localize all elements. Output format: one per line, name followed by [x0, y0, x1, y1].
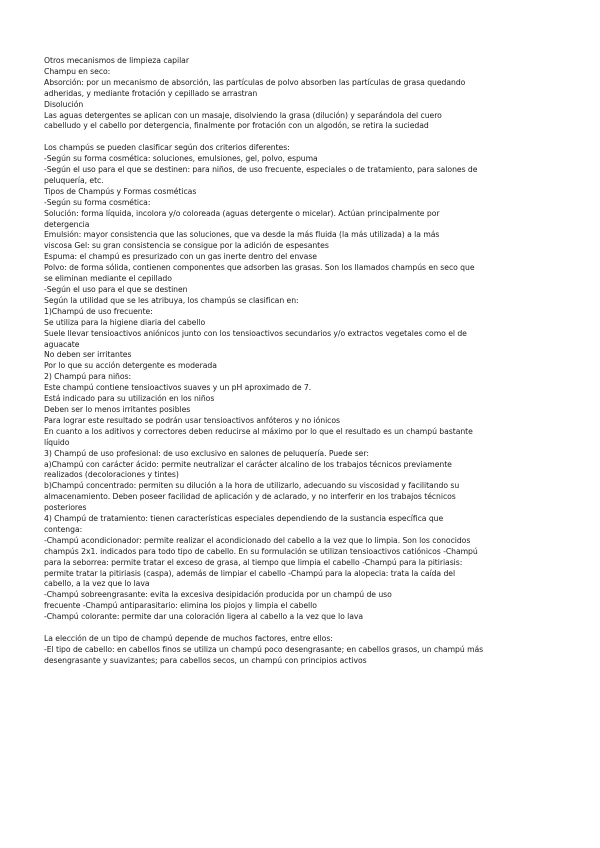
text-line: adheridas, y mediante frotación y cepillado se arrastran — [44, 88, 258, 98]
text-line: permite tratar la pitiriasis (caspa), además de limpiar el cabello -Champú para la alopecia: trata la caída del — [44, 568, 456, 578]
text-line: se eliminan mediante el cepillado — [44, 274, 172, 284]
text-line: Las aguas detergentes se aplican con un masaje, disolviendo la grasa (dilución) y separándola del cuero — [44, 110, 442, 120]
text-line: almacenamiento. Deben poseer facilidad de aplicación y de aclarado, y no interferir en los trabajos técnicos — [44, 492, 456, 502]
text-line: 2) Champú para niños: — [44, 372, 132, 382]
text-line: Por lo que su acción detergente es moderada — [44, 361, 217, 371]
text-line: detergencia — [44, 219, 90, 229]
text-line: contenga: — [44, 524, 83, 534]
text-line: para la seborrea: permite tratar el exceso de grasa, al tiempo que limpia el cabello -Champú para la pitiriasis: — [44, 557, 463, 567]
text-line: Emulsión: mayor consistencia que las soluciones, que va desde la más fluida (la más utilizada) a la más — [44, 230, 440, 240]
text-line: realizados (decoloraciones y tintes) — [44, 470, 179, 480]
text-line: 1)Champú de uso frecuente: — [44, 306, 153, 316]
text-line: 3) Champú de uso profesional: de uso exclusivo en salones de peluquería. Puede ser: — [44, 448, 369, 458]
text-line: posteriores — [44, 503, 87, 513]
paragraph-gap — [44, 623, 564, 634]
text-line: Está indicado para su utilización en los niños — [44, 394, 215, 404]
document-body — [44, 56, 564, 667]
paragraph-gap — [44, 132, 564, 143]
text-line: Champu en seco: — [44, 66, 111, 76]
text-line: -El tipo de cabello: en cabellos finos se utiliza un champú poco desengrasante; en cabellos grasos, un champú más — [44, 644, 484, 654]
text-line: Otros mecanismos de limpieza capilar — [44, 56, 189, 65]
text-line: -Champú colorante: permite dar una coloración ligera al cabello a la vez que lo lava — [44, 612, 364, 622]
text-line: viscosa Gel: su gran consistencia se consigue por la adición de espesantes — [44, 241, 329, 251]
text-line: Este champú contiene tensioactivos suaves y un pH aproximado de 7. — [44, 383, 312, 393]
text-line: champús 2x1. indicados para todo tipo de cabello. En su formulación se utilizan tensioactivos catiónicos -Champú — [44, 546, 478, 556]
text-line: peluquería, etc. — [44, 175, 104, 185]
text-line: Los champús se pueden clasificar según dos criterios diferentes: — [44, 143, 290, 153]
text-line: b)Champú concentrado: permiten su dilución a la hora de utilizarlo, adecuando su viscosidad y facilitando su — [44, 481, 460, 491]
text-line: desengrasante y suavizantes; para cabellos secos, un champú con principios activos — [44, 655, 367, 665]
text-line: -Según el uso para el que se destinen — [44, 285, 188, 295]
text-line: Solución: forma líquida, incolora y/o coloreada (aguas detergente o micelar). Actúan principalmente por — [44, 208, 440, 218]
text-line: Deben ser lo menos irritantes posibles — [44, 404, 191, 414]
text-line: -Según su forma cosmética: — [44, 197, 151, 207]
text-line: Tipos de Champús y Formas cosméticas — [44, 186, 197, 196]
text-line: Según la utilidad que se les atribuya, los champús se clasifican en: — [44, 295, 299, 305]
text-line: cabello, a la vez que lo lava — [44, 579, 150, 589]
text-line: No deben ser irritantes — [44, 350, 132, 360]
text-line: Absorción: por un mecanismo de absorción, las partículas de polvo absorben las partículas de grasa quedando — [44, 77, 466, 87]
text-line: a)Champú con carácter ácido: permite neutralizar el carácter alcalino de los trabajos técnicos previamente — [44, 459, 452, 469]
text-line: frecuente -Champú antiparasitario: elimina los piojos y limpia el cabello — [44, 601, 317, 611]
text-line: -Champú acondicionador: permite realizar el acondicionado del cabello a la vez que lo limpia. Son los conocidos — [44, 535, 471, 545]
text-line: En cuanto a los aditivos y correctores deben reducirse al máximo por lo que el resultado es un champú bastante — [44, 426, 473, 436]
text-line: líquido — [44, 437, 70, 447]
text-line: -Champú sobreengrasante: evita la excesiva desipidación producida por un champú de uso — [44, 590, 392, 600]
text-line: Espuma: el champú es presurizado con un gas inerte dentro del envase — [44, 252, 317, 262]
text-line: -Según su forma cosmética: soluciones, emulsiones, gel, polvo, espuma — [44, 154, 318, 164]
text-line: Suele llevar tensioactivos aniónicos junto con los tensioactivos secundarios y/o extractos vegetales como el de — [44, 328, 467, 338]
text-line: Disolución — [44, 99, 84, 109]
text-line: Para lograr este resultado se podrán usar tensioactivos anfóteros y no iónicos — [44, 415, 340, 425]
text-line: Se utiliza para la higiene diaria del cabello — [44, 317, 206, 327]
text-line: cabelludo y el cabello por detergencia, finalmente por frotación con un algodón, se retira la suciedad — [44, 121, 429, 131]
text-line: La elección de un tipo de champú depende de muchos factores, entre ellos: — [44, 634, 333, 643]
text-line: aguacate — [44, 339, 80, 349]
text-line: Polvo: de forma sólida, contienen componentes que adsorben las grasas. Son los llamados champús en seco que — [44, 263, 475, 273]
text-line: -Según el uso para el que se destinen: para niños, de uso frecuente, especiales o de tratamiento, para salones de — [44, 165, 478, 175]
text-line: 4) Champú de tratamiento: tienen características especiales dependiendo de la sustancia específica que — [44, 514, 444, 524]
